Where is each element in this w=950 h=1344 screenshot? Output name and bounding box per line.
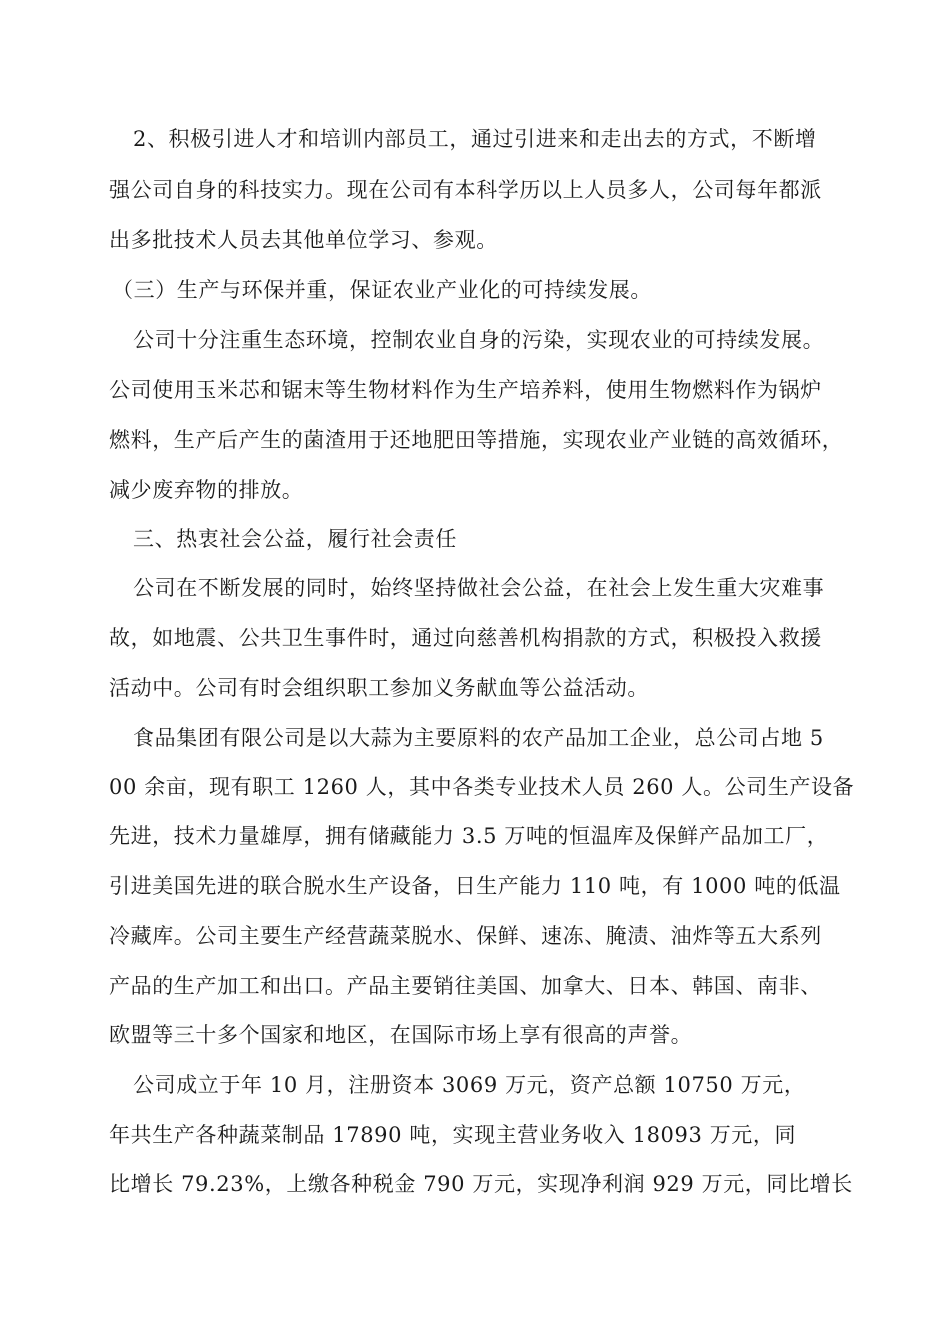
text-line: 2、积极引进人才和培训内部员工，通过引进来和走出去的方式，不断增 — [133, 127, 817, 151]
text-line: 公司十分注重生态环境，控制农业自身的污染，实现农业的可持续发展。 — [133, 328, 825, 352]
text-line: 欧盟等三十多个国家和地区，在国际市场上享有很高的声誉。 — [109, 1023, 693, 1047]
text-line: 减少废弃物的排放。 — [109, 478, 304, 502]
text-line: 食品集团有限公司是以大蒜为主要原料的农产品加工企业，总公司占地 5 — [133, 726, 824, 750]
text-line: 00 余亩，现有职工 1260 人，其中各类专业技术人员 260 人。公司生产设备 — [109, 775, 855, 799]
text-line: 引进美国先进的联合脱水生产设备，日生产能力 110 吨，有 1000 吨的低温 — [109, 874, 841, 898]
text-line: 公司使用玉米芯和锯末等生物材料作为生产培养料，使用生物燃料作为锅炉 — [109, 378, 822, 402]
text-line: 强公司自身的科技实力。现在公司有本科学历以上人员多人，公司每年都派 — [109, 178, 822, 202]
text-line: 活动中。公司有时会组织职工参加义务献血等公益活动。 — [109, 676, 649, 700]
text-line: 出多批技术人员去其他单位学习、参观。 — [109, 228, 498, 252]
text-line: 比增长 79.23%，上缴各种税金 790 万元，实现净利润 929 万元，同比增长 — [109, 1172, 853, 1196]
text-line: 公司成立于年 10 月，注册资本 3069 万元，资产总额 10750 万元， — [133, 1073, 806, 1097]
text-line: 公司在不断发展的同时，始终坚持做社会公益，在社会上发生重大灾难事 — [133, 576, 825, 600]
section-heading: 三、热衷社会公益，履行社会责任 — [133, 527, 457, 551]
section-heading: （三）生产与环保并重，保证农业产业化的可持续发展。 — [112, 278, 652, 302]
text-line: 年共生产各种蔬菜制品 17890 吨，实现主营业务收入 18093 万元，同 — [109, 1123, 797, 1147]
text-line: 先进，技术力量雄厚，拥有储藏能力 3.5 万吨的恒温库及保鲜产品加工厂， — [109, 824, 829, 848]
text-line: 冷藏库。公司主要生产经营蔬菜脱水、保鲜、速冻、腌渍、油炸等五大系列 — [109, 924, 822, 948]
text-line: 燃料，生产后产生的菌渣用于还地肥田等措施，实现农业产业链的高效循环， — [109, 428, 844, 452]
text-line: 故，如地震、公共卫生事件时，通过向慈善机构捐款的方式，积极投入救援 — [109, 626, 822, 650]
text-line: 产品的生产加工和出口。产品主要销往美国、加拿大、日本、韩国、南非、 — [109, 974, 822, 998]
